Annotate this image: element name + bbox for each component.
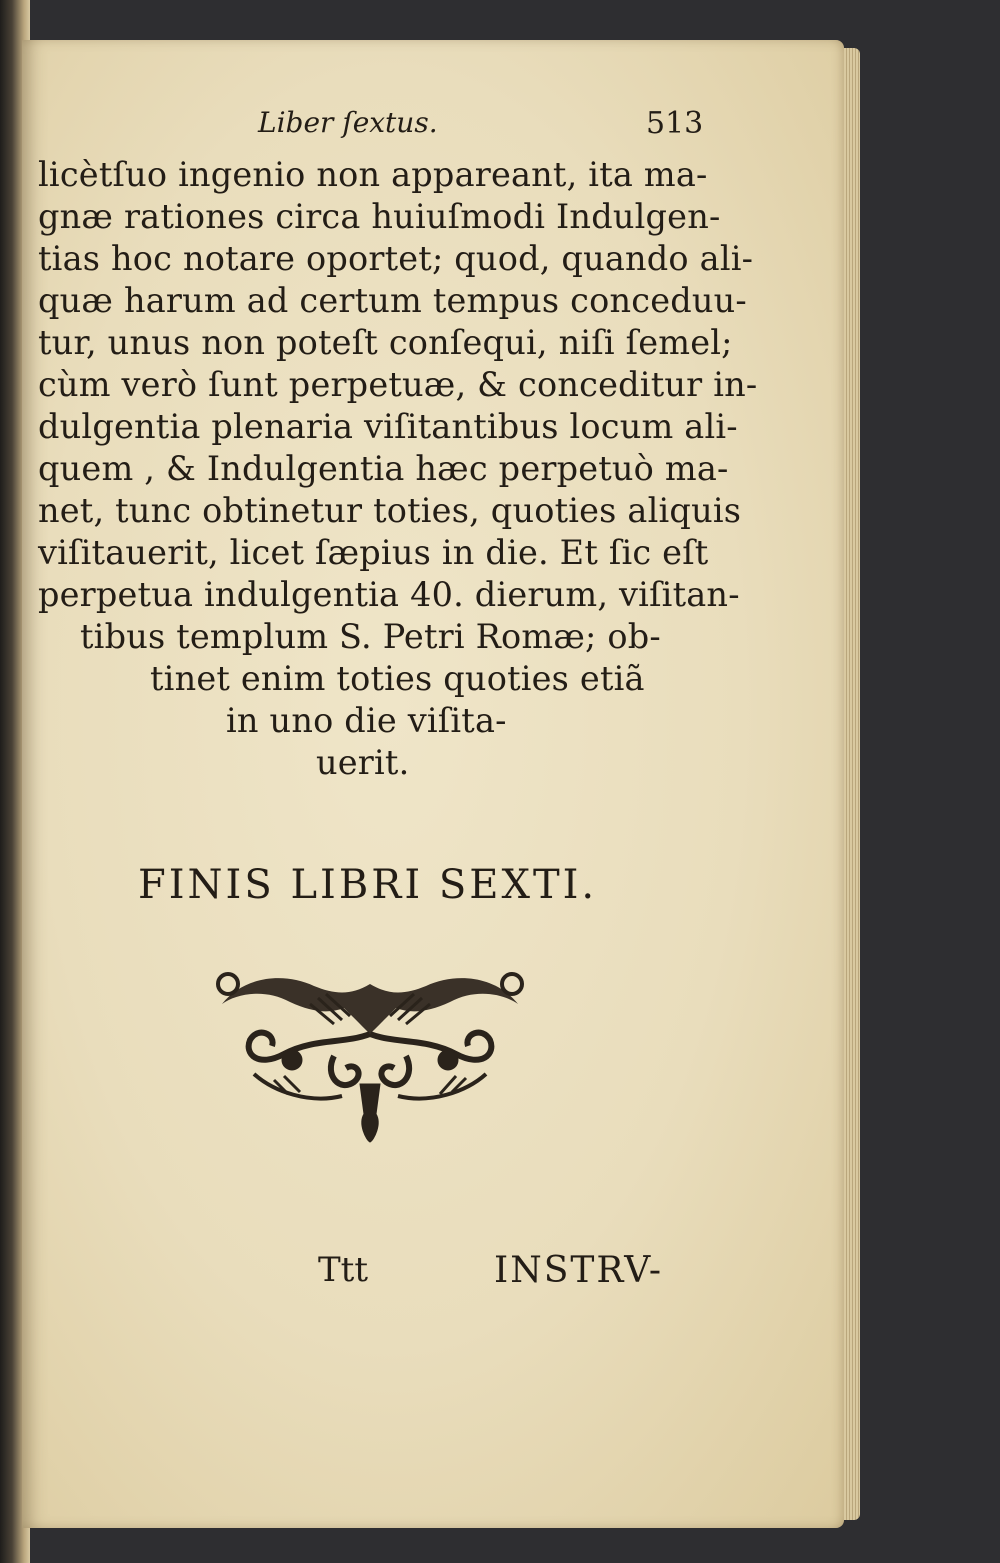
body-line: in uno die viſita- bbox=[226, 701, 507, 740]
body-line: tibus templum S. Petri Romæ; ob- bbox=[80, 617, 661, 656]
body-line: licètſuo ingenio non appareant, ita ma- bbox=[38, 155, 708, 194]
body-line: net, tunc obtinetur toties, quoties aliquis bbox=[38, 491, 742, 530]
ornament-icon bbox=[214, 964, 526, 1144]
body-line: tinet enim toties quoties etiã bbox=[150, 659, 645, 698]
body-line: tias hoc notare oportet; quod, quando ali- bbox=[38, 239, 754, 278]
body-line: tur, unus non poteſt conſequi, niſi ſemel; bbox=[38, 323, 733, 362]
body-line: perpetua indulgentia 40. dierum, viſitan- bbox=[38, 575, 740, 614]
body-line: viſitauerit, licet ſæpius in die. Et ſic eſt bbox=[38, 533, 709, 572]
finis-heading: FINIS LIBRI SEXTI. bbox=[138, 862, 598, 908]
page-number: 513 bbox=[646, 106, 704, 141]
body-line: dulgentia plenaria viſitantibus locum ali- bbox=[38, 407, 738, 446]
body-line: uerit. bbox=[316, 743, 410, 782]
signature-mark: Ttt bbox=[318, 1250, 369, 1290]
body-line: gnæ rationes circa huiuſmodi Indulgen- bbox=[38, 197, 721, 236]
body-line: cùm verò ſunt perpetuæ, & conceditur in- bbox=[38, 365, 758, 404]
body-line: quæ harum ad certum tempus conceduu- bbox=[38, 281, 747, 320]
body-line: quem , & Indulgentia hæc perpetuò ma- bbox=[38, 449, 729, 488]
running-head: Liber ſextus. bbox=[258, 106, 438, 139]
catchword: INSTRV- bbox=[494, 1250, 664, 1291]
